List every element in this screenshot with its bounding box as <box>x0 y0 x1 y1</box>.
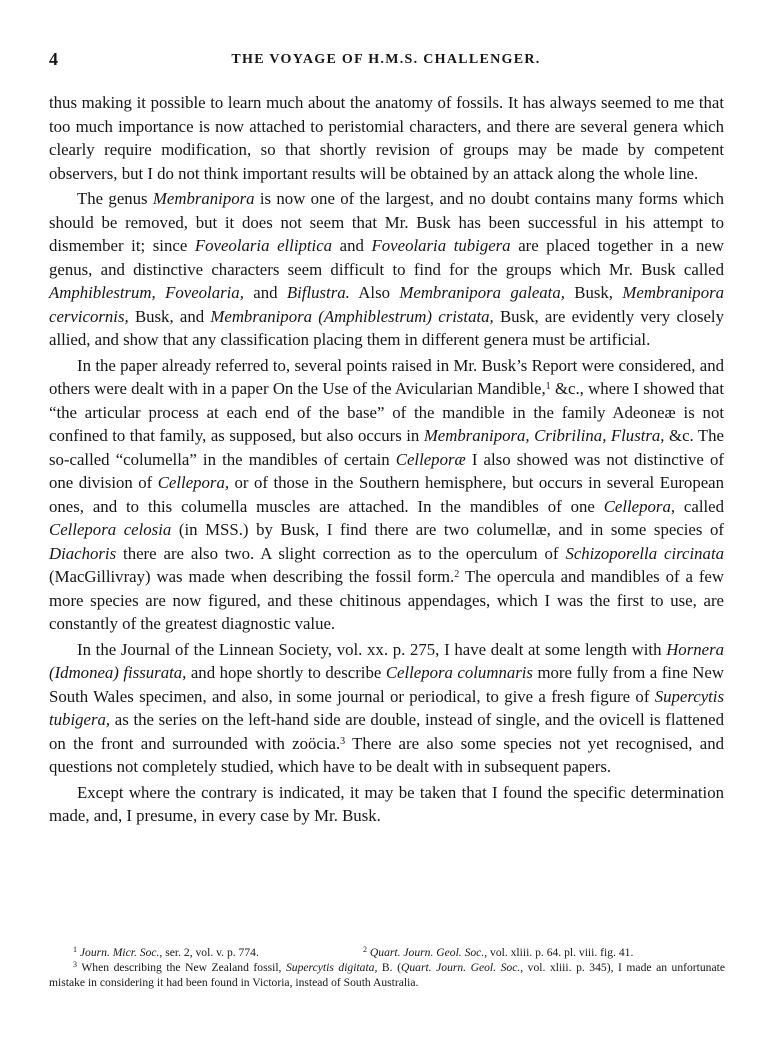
footnote-ref: 1 <box>73 945 77 954</box>
paragraph <box>49 91 724 185</box>
body-text <box>49 91 724 828</box>
italic-text: Amphiblestrum, Foveolaria, <box>49 283 244 302</box>
italic-text: Membranipora galeata, <box>399 283 565 302</box>
footnote-ref: 3 <box>340 735 346 747</box>
paragraph <box>49 187 724 352</box>
text-run: B. ( <box>377 961 401 974</box>
text-run: vol. xliii. p. 64. pl. viii. fig. 41. <box>487 946 634 959</box>
italic-text: Foveolaria elliptica <box>194 236 333 255</box>
text-run: more fully from a fine New South Wales specimen, and also, in some journal or periodical, to give a fresh figure of <box>49 663 724 706</box>
text-run: Except where the contrary is indicated, it may be taken that I found the specific determination made, and, I presume, in every case by Mr. Busk. <box>49 782 724 825</box>
text-run: Also <box>349 283 400 302</box>
paragraph <box>49 638 724 779</box>
footnotes <box>49 945 725 990</box>
text-run: (in MSS.) by Busk, I find there are two columellæ, and in some species of <box>171 520 724 539</box>
text-run: vol. xliii. p. 345), I made an unfortunate mistake in considering it had been found in Victoria, instead of South Australia. <box>49 961 725 989</box>
italic-text: Cellepora, <box>157 473 230 492</box>
italic-text: Quart. Journ. Geol. Soc., <box>400 961 524 974</box>
text-run: there are also two. A slight correction as to the operculum of <box>116 543 566 563</box>
italic-text: Quart. Journ. Geol. Soc., <box>369 946 488 959</box>
italic-text: Cellepora, <box>603 496 676 516</box>
italic-text: Biflustra. <box>286 283 350 302</box>
text-run: (MacGillivray) was made when describing the fossil form. <box>49 567 455 586</box>
text-run: as the series on the left-hand side are double, instead of single, and the ovicell is flattened on the front and surrounded with zoöcia. <box>49 710 724 753</box>
footnote-2 <box>349 945 725 960</box>
text-run: &c. The so-called “columella” in the mandibles of certain <box>49 426 724 469</box>
text-run: and hope shortly to describe <box>186 663 386 682</box>
italic-text: Hornera (Idmonea) fissurata, <box>49 639 724 682</box>
text-run: is now one of the largest, and no doubt contains many forms which should be removed, but it does not seem that Mr. Busk has been successful in his attempt to dismember it; since <box>49 189 724 255</box>
footnote-ref: 2 <box>363 945 367 954</box>
text-run: In the Journal of the Linnean Society, vol. xx. p. 275, I have dealt at some length with <box>77 639 667 659</box>
italic-text: Cellepora celosia <box>49 520 172 539</box>
italic-text: Diachoris <box>49 543 117 563</box>
text-run: In the paper already referred to, several points raised in Mr. Busk’s Report were considered, and others were dealt with in a paper On the Use of the Avicularian Mandible, <box>49 355 724 398</box>
italic-text: Membranipora (Amphiblestrum) cristata, <box>210 306 494 326</box>
footnote-ref: 3 <box>73 960 77 969</box>
text-run: and <box>332 236 372 255</box>
footnote-ref: 1 <box>545 381 551 392</box>
text-run: and <box>243 283 287 302</box>
text-run: or of those in the Southern hemisphere, but occurs in several European ones, and to this columella muscles are attached. In the mandibles of one <box>49 473 724 516</box>
page-number: 4 <box>49 49 58 69</box>
paragraph <box>49 781 724 828</box>
italic-text: Foveolaria tubigera <box>371 236 511 255</box>
italic-text: Membranipora cervicornis, <box>49 283 725 326</box>
footnote-1 <box>49 945 349 960</box>
italic-text: Cellepora columnaris <box>385 663 533 682</box>
text-run: I also showed was not distinctive of one division of <box>49 449 724 492</box>
text-run: are placed together in a new genus, and distinctive characters seem difficult to find for the groups which Mr. Busk called <box>49 236 724 279</box>
text-run: Busk, are evidently very closely allied, and show that any classification placing them in different genera must be artificial. <box>49 306 724 349</box>
text-run: &c., where I showed that “the articular process at each end of the base” of the mandible in the family Adeoneæ is not confined to that family, as supposed, but also occurs in <box>49 379 724 445</box>
text-run: Busk, <box>564 283 623 302</box>
italic-text: Journ. Micr. Soc., <box>79 946 163 959</box>
text-run: The opercula and mandibles of a few more species are now figured, and these chitinous appendages, which I was the first to use, are constantly of the greatest diagnostic value. <box>49 567 724 633</box>
italic-text: Supercytis digitata, <box>286 961 378 974</box>
footnote-ref: 2 <box>454 569 460 580</box>
italic-text: Supercytis tubigera, <box>49 686 724 729</box>
text-run: The genus <box>77 189 153 208</box>
italic-text: Membranipora, Cribrilina, Flustra, <box>423 426 665 445</box>
italic-text: Membranipora <box>152 189 255 208</box>
text-run: There are also some species not yet recognised, and questions not completely studied, which have to be dealt with in subsequent papers. <box>49 733 724 776</box>
footnote-3 <box>49 960 725 990</box>
text-run: Busk, and <box>128 306 211 326</box>
text-run: thus making it possible to learn much about the anatomy of fossils. It has always seemed to me that too much importance is now attached to peristomial characters, and there are several genera which clearly require modification, so that shortly revision of groups may be made by competent observers, but I do not think important results will be obtained by an attack along the whole line. <box>49 93 724 183</box>
running-head <box>49 49 723 73</box>
running-title: THE VOYAGE OF H.M.S. CHALLENGER. <box>231 52 541 67</box>
italic-text: Schizoporella circinata <box>565 543 724 563</box>
text-run: When describing the New Zealand fossil, <box>77 961 286 974</box>
italic-text: Celleporæ <box>395 449 466 469</box>
paragraph <box>49 354 724 636</box>
text-run: called <box>675 496 724 516</box>
text-run: ser. 2, vol. v. p. 774. <box>162 946 259 959</box>
